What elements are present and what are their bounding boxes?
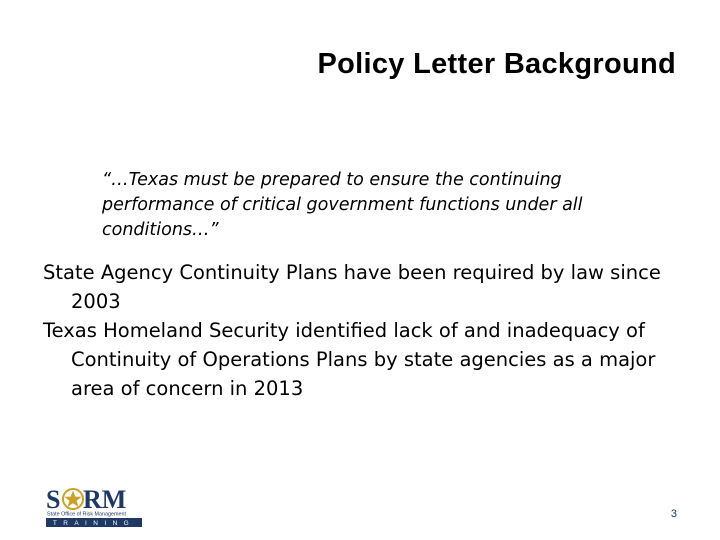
bullet-item: State Agency Continuity Plans have been required by law since 2003 — [43, 261, 661, 313]
svg-text:RM: RM — [83, 486, 127, 514]
bullet-item: Texas Homeland Security identified lack of and inadequacy of Continuity of Operations Plans by state agencies as a major area of concern in 2013 — [43, 319, 656, 400]
policy-quote: “…Texas must be prepared to ensure the continuing performance of critical government functions under all conditions…” — [102, 170, 583, 240]
logo-subtitle: State Office of Risk Management — [47, 511, 127, 518]
logo-band-text: TRAINING — [52, 520, 136, 527]
star-icon — [63, 489, 83, 509]
slide-title: Policy Letter Background — [317, 48, 676, 80]
page-number: 3 — [670, 508, 677, 520]
bullet-list — [43, 258, 673, 403]
svg-text:S: S — [46, 486, 61, 514]
sorm-logo — [46, 486, 146, 528]
